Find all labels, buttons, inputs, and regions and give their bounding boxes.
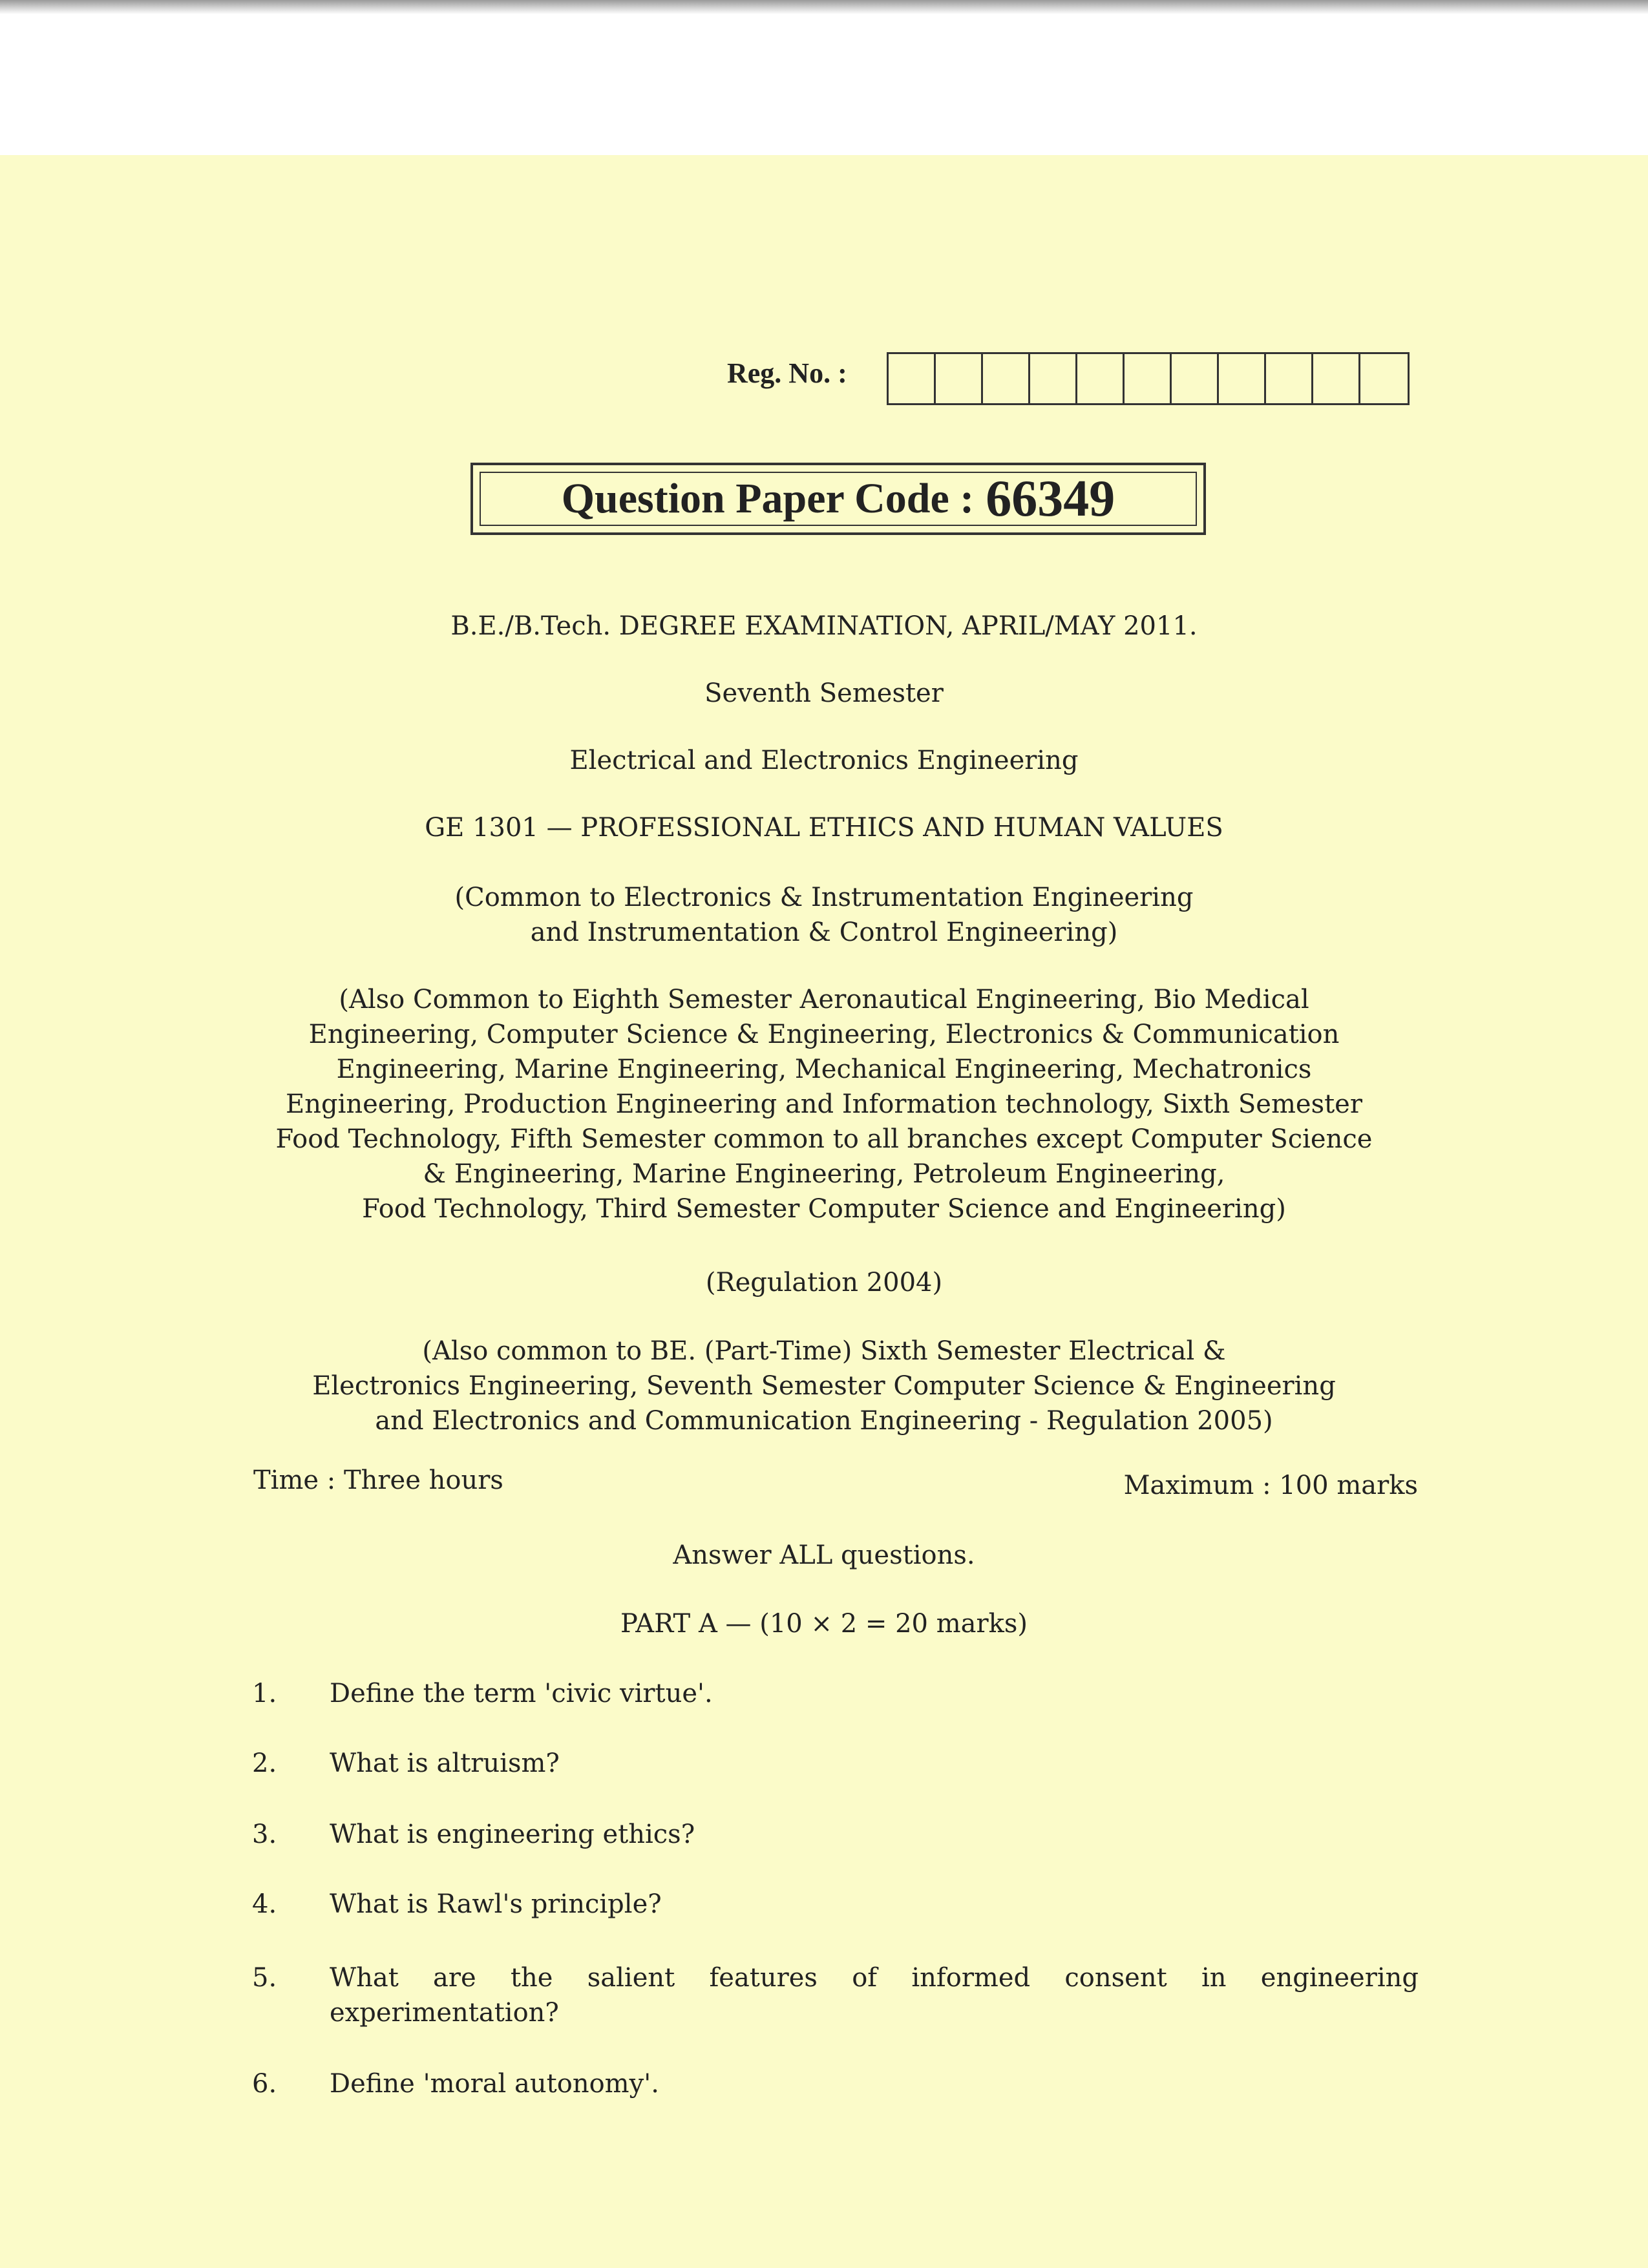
time-duration: Time : Three hours (253, 1465, 503, 1495)
code-number: 66349 (986, 470, 1115, 527)
reg-no-box (983, 354, 1030, 403)
common-line: Engineering, Production Engineering and Information technology, Sixth Semester (286, 1089, 1362, 1119)
branch: Electrical and Electronics Engineering (569, 746, 1079, 775)
common-line: Food Technology, Fifth Semester common to all branches except Computer Science (275, 1124, 1373, 1154)
question-text: Define 'moral autonomy'. (330, 2069, 659, 2099)
question-text: What is engineering ethics? (330, 1820, 695, 1849)
reg-no-box (1077, 354, 1125, 403)
reg-no-box (1030, 354, 1077, 403)
common-line: Engineering, Computer Science & Engineering, Electronics & Communication (308, 1020, 1340, 1049)
common-to-block-1 (194, 880, 1454, 950)
common-line: Engineering, Marine Engineering, Mechanical Engineering, Mechatronics (336, 1055, 1312, 1084)
common-line: (Common to Electronics & Instrumentation Engineering (454, 883, 1194, 912)
regulation: (Regulation 2004) (705, 1268, 943, 1297)
reg-no-box (1219, 354, 1266, 403)
question-paper-code-box (470, 463, 1206, 535)
reg-no-label: Reg. No. : (727, 357, 847, 389)
common-to-block-2 (194, 982, 1454, 1226)
question-text: Define the term 'civic virtue'. (330, 1679, 713, 1708)
semester: Seventh Semester (704, 678, 944, 708)
reg-no-box (889, 354, 936, 403)
reg-no-box (1172, 354, 1219, 403)
common-line: & Engineering, Marine Engineering, Petroleum Engineering, (423, 1159, 1225, 1189)
common-line: (Also common to BE. (Part-Time) Sixth Semester Electrical & (422, 1336, 1226, 1366)
question-number: 2. (252, 1748, 277, 1778)
common-line: (Also Common to Eighth Semester Aeronautical Engineering, Bio Medical (339, 985, 1309, 1014)
question-number: 4. (252, 1889, 277, 1919)
common-line: Food Technology, Third Semester Computer Science and Engineering) (362, 1194, 1286, 1224)
reg-no-boxes (887, 352, 1410, 405)
question-number: 5. (252, 1963, 277, 1993)
maximum-marks: Maximum : 100 marks (1123, 1471, 1418, 1500)
scan-edge (0, 0, 1648, 14)
reg-no-box (1313, 354, 1360, 403)
instruction: Answer ALL questions. (673, 1540, 975, 1570)
reg-no-box (1125, 354, 1172, 403)
question-number: 1. (252, 1679, 277, 1708)
reg-no-box (936, 354, 983, 403)
subject-title: GE 1301 — PROFESSIONAL ETHICS AND HUMAN VALUES (425, 813, 1223, 843)
question-text: What is Rawl's principle? (330, 1889, 662, 1919)
part-a-heading: PART A — (10 × 2 = 20 marks) (620, 1609, 1028, 1639)
common-line: Electronics Engineering, Seventh Semester Computer Science & Engineering (312, 1371, 1336, 1401)
question-number: 6. (252, 2069, 277, 2099)
common-line: and Electronics and Communication Engineering - Regulation 2005) (375, 1406, 1273, 1436)
common-line: and Instrumentation & Control Engineering) (530, 918, 1118, 947)
question-text: What are the salient features of informed consent in engineering experimentation? (330, 1963, 1419, 2028)
common-to-block-3 (194, 1334, 1454, 1438)
question-text: What is altruism? (330, 1748, 560, 1778)
code-label: Question Paper Code : (561, 475, 975, 522)
question-number: 3. (252, 1820, 277, 1849)
question-paper-code (480, 472, 1197, 526)
reg-no-box (1360, 354, 1408, 403)
reg-no-box (1266, 354, 1313, 403)
degree-title: B.E./B.Tech. DEGREE EXAMINATION, APRIL/MAY 2011. (450, 611, 1198, 641)
